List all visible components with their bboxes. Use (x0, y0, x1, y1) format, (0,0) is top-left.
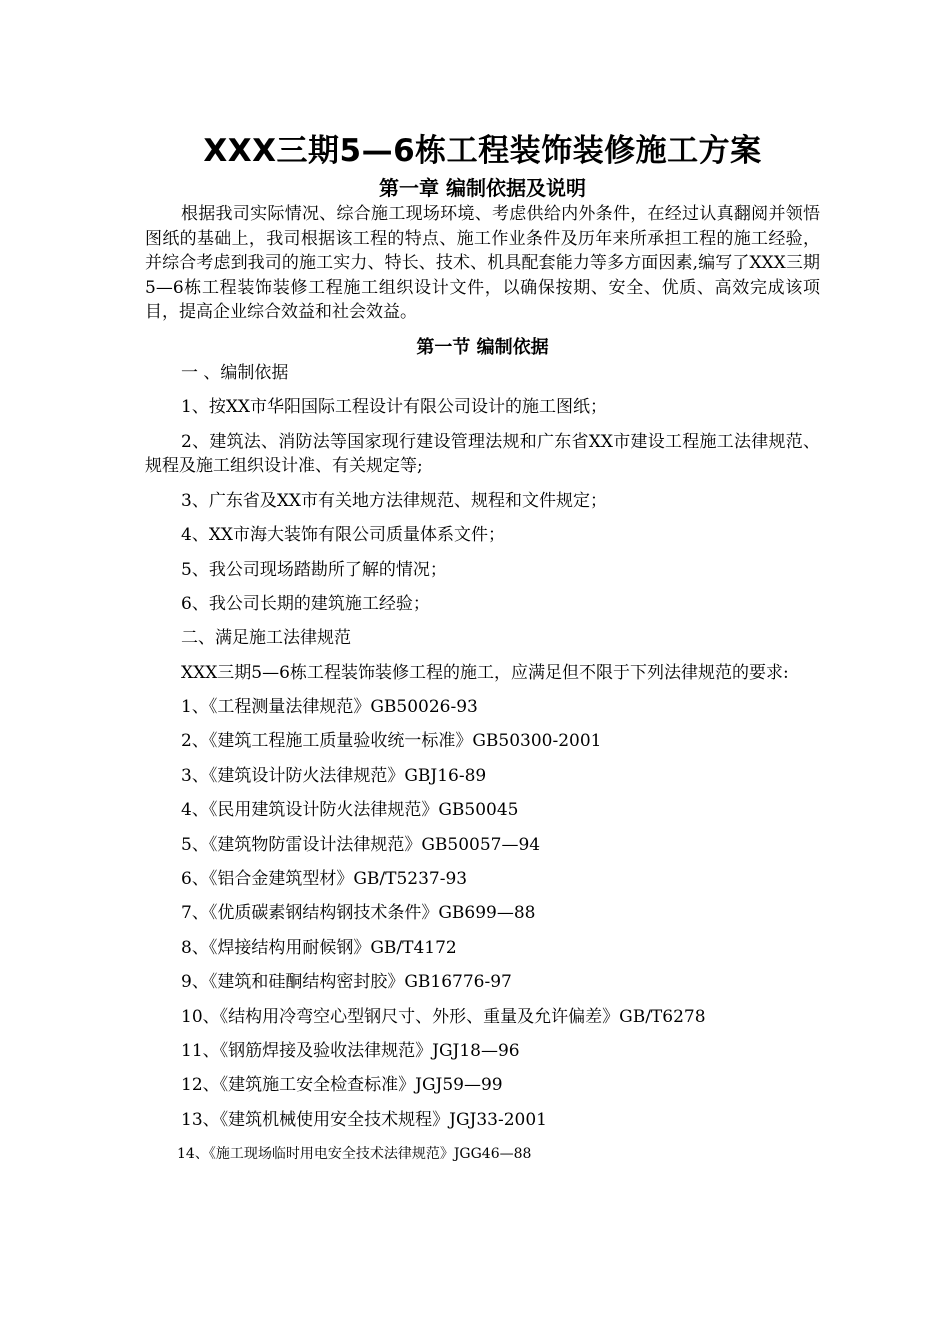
law-item-5: 5、《建筑物防雷设计法律规范》GB50057—94 (181, 834, 541, 855)
law-heading: 二、满足施工法律规范 (181, 628, 351, 649)
law-item-2: 2、《建筑工程施工质量验收统一标准》GB50300-2001 (181, 731, 602, 752)
basis-item-5: 5、我公司现场踏勘所了解的情况； (181, 559, 447, 580)
intro-paragraph: 根据我司实际情况、综合施工现场环境、考虑供给内外条件，在经过认真翻阅并领悟图纸的基础上，我司根据该工程的特点、施工作业条件及历年来所承担工程的施工经验，并综合考虑到我司的施工实力、特长、技术、机具配套能力等多方面因素,编写了XXX三期5—6栋工程装饰装修工程施工组织设计文件，以确保按期、安全、优质、高效完成该项目，提高企业综合效益和社会效益。 (145, 204, 820, 323)
basis-item-2: 2、建筑法、消防法等国家现行建设管理法规和广东省XX市建设工程施工法律规范、规程及施工组织设计准、有关规定等; (145, 431, 820, 477)
chapter-title: 第一章 编制依据及说明 (379, 176, 586, 200)
basis-item-1: 1、按XX市华阳国际工程设计有限公司设计的施工图纸； (181, 397, 608, 418)
basis-item-4: 4、XX市海大装饰有限公司质量体系文件； (181, 525, 506, 546)
document-title: XXX三期5—6栋工程装饰装修施工方案 (203, 133, 762, 169)
document-page (145, 128, 820, 1167)
law-item-11: 11、《钢筋焊接及验收法律规范》JGJ18—96 (181, 1040, 520, 1061)
law-item-6: 6、《铝合金建筑型材》GB/T5237-93 (181, 869, 468, 890)
law-item-14: 14、《施工现场临时用电安全技术法律规范》JGG46—88 (177, 1146, 532, 1163)
law-item-1: 1、《工程测量法律规范》GB50026-93 (181, 697, 478, 718)
law-item-12: 12、《建筑施工安全检查标准》JGJ59—99 (181, 1075, 503, 1096)
law-item-3: 3、《建筑设计防火法律规范》GBJ16-89 (181, 765, 487, 786)
section-title: 第一节 编制依据 (416, 336, 549, 358)
law-intro: XXX三期5—6栋工程装饰装修工程的施工，应满足但不限于下列法律规范的要求: (181, 662, 789, 683)
law-item-8: 8、《焊接结构用耐候钢》GB/T4172 (181, 937, 457, 958)
law-item-4: 4、《民用建筑设计防火法律规范》GB50045 (181, 800, 519, 821)
basis-item-6: 6、我公司长期的建筑施工经验； (181, 593, 430, 614)
law-item-13: 13、《建筑机械使用安全技术规程》JGJ33-2001 (181, 1109, 547, 1130)
basis-heading: 一 、编制依据 (181, 362, 289, 383)
law-item-10: 10、《结构用冷弯空心型钢尺寸、外形、重量及允许偏差》GB/T6278 (181, 1006, 706, 1027)
basis-item-3: 3、广东省及XX市有关地方法律规范、规程和文件规定； (181, 490, 608, 511)
law-item-7: 7、《优质碳素钢结构钢技术条件》GB699—88 (181, 903, 536, 924)
law-item-9: 9、《建筑和硅酮结构密封胶》GB16776-97 (181, 972, 512, 993)
